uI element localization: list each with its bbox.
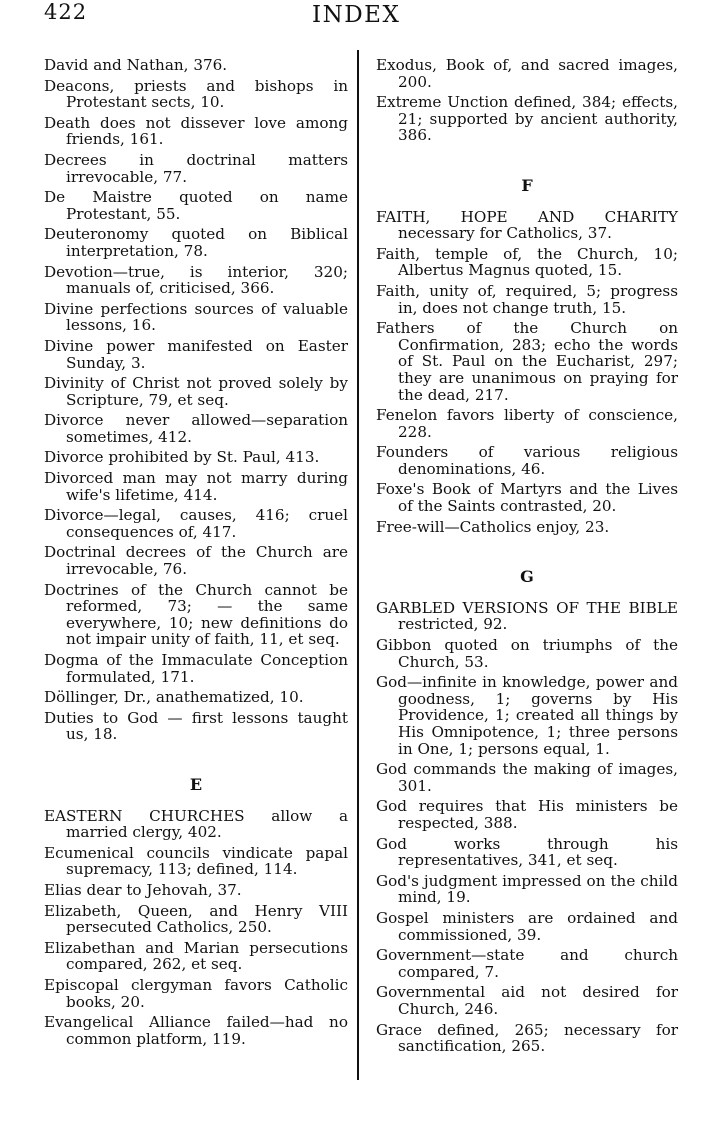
index-entry: Evangelical Alliance failed—had no common platform, 119. [44,1013,348,1048]
index-entry: Divorce never allowed—separation sometimes, 412. [44,411,348,446]
index-entry: Divinity of Christ not proved solely by Scripture, 79, et seq. [44,374,348,409]
index-entry: Faith, unity of, required, 5; progress in, does not change truth, 15. [376,281,678,317]
index-entry: God commands the making of images, 301. [376,760,678,795]
index-entry: God's judgment impressed on the child mind, 19. [376,871,678,907]
page-title: INDEX [312,2,401,28]
index-entry: Doctrinal decrees of the Church are irrevocable, 76. [44,543,348,579]
index-entry: Death does not dissever love among friends, 161. [44,113,348,149]
section-letter-g: G [520,567,534,587]
section-letter-e: E [189,774,203,794]
index-entry: God works through his representatives, 341, et seq. [376,834,678,870]
index-entry: Ecumenical councils vindicate papal supremacy, 113; defined, 114. [44,843,348,879]
index-entry: God requires that His ministers be respected, 388. [376,797,678,832]
index-entry: Extreme Unction defined, 384; effects, 21; supported by ancient authority, 386. [376,93,678,145]
index-entry: God—infinite in knowledge, power and goodness, 1; governs by His Providence, 1; created all things by His Omnipotence, 1; three persons in One, 1; persons equal, 1. [376,673,678,758]
index-entry: Episcopal clergyman favors Catholic books, 20. [44,975,348,1011]
index-entry: Deuteronomy quoted on Biblical interpretation, 78. [44,225,348,260]
index-entry: Free-will—Catholics enjoy, 23. [376,517,610,536]
right-column [376,57,678,1059]
index-entry: Grace defined, 265; necessary for sanctification, 265. [376,1020,678,1056]
index-entry: Founders of various religious denominations, 46. [376,443,678,478]
g-entry-list [376,600,678,1055]
index-entry: Gibbon quoted on triumphs of the Church, 53. [376,636,678,671]
index-entry: Elizabethan and Marian persecutions compared, 262, et seq. [44,938,348,974]
index-entry: Fenelon favors liberty of conscience, 228. [376,406,678,441]
index-entry: Doctrines of the Church cannot be reformed, 73; — the same everywhere, 10; new definitions do not impair unity of faith, 11, et seq. [44,580,348,649]
index-entry: Fathers of the Church on Confirmation, 283; echo the words of St. Paul on the Eucharist, 297; they are unanimous on praying for the dead, 217. [376,319,678,404]
index-entry: EASTERN CHURCHES allow a married clergy, 402. [44,806,348,842]
index-entry: Dogma of the Immaculate Conception formulated, 171. [44,651,348,686]
index-entry: Duties to God — first lessons taught us, 18. [44,708,348,744]
page-header [0,0,726,40]
index-entry: Foxe's Book of Martyrs and the Lives of the Saints contrasted, 20. [376,480,678,516]
e-entry-list [44,808,348,1048]
index-entry: Governmental aid not desired for Church, 246. [376,983,678,1018]
left-column [44,57,348,1051]
index-entry: Exodus, Book of, and sacred images, 200. [376,56,678,91]
index-entry: Divorced man may not marry during wife's lifetime, 414. [44,469,348,504]
index-entry: Decrees in doctrinal matters irrevocable, 77. [44,150,348,186]
index-entry: Elizabeth, Queen, and Henry VIII persecuted Catholics, 250. [44,901,348,937]
section-letter-f: F [521,175,533,195]
index-entry: Divorce prohibited by St. Paul, 413. [44,448,320,467]
index-entry: Elias dear to Jehovah, 37. [44,880,242,899]
index-entry: David and Nathan, 376. [44,56,228,74]
index-entry: De Maistre quoted on name Protestant, 55. [44,188,348,223]
column-divider [357,50,359,1080]
index-entry: Divine perfections sources of valuable lessons, 16. [44,299,348,335]
index-entry: Deacons, priests and bishops in Protestant sects, 10. [44,76,348,112]
index-entry: Government—state and church compared, 7. [376,946,678,981]
index-entry: Divorce—legal, causes, 416; cruel consequences of, 417. [44,506,348,541]
d-entry-list [44,57,348,743]
e-continued-entry-list [376,57,678,144]
index-entry: Gospel ministers are ordained and commissioned, 39. [376,908,678,944]
index-entry: Faith, temple of, the Church, 10; Albertus Magnus quoted, 15. [376,244,678,280]
page-number: 422 [44,0,88,24]
index-entry: GARBLED VERSIONS OF THE BIBLE restricted, 92. [376,598,678,634]
index-entry: Devotion—true, is interior, 320; manuals of, criticised, 366. [44,262,348,298]
f-entry-list [376,209,678,536]
index-entry: Döllinger, Dr., anathematized, 10. [44,688,304,707]
index-entry: Divine power manifested on Easter Sunday, 3. [44,336,348,372]
index-entry: FAITH, HOPE AND CHARITY necessary for Catholics, 37. [376,207,678,243]
